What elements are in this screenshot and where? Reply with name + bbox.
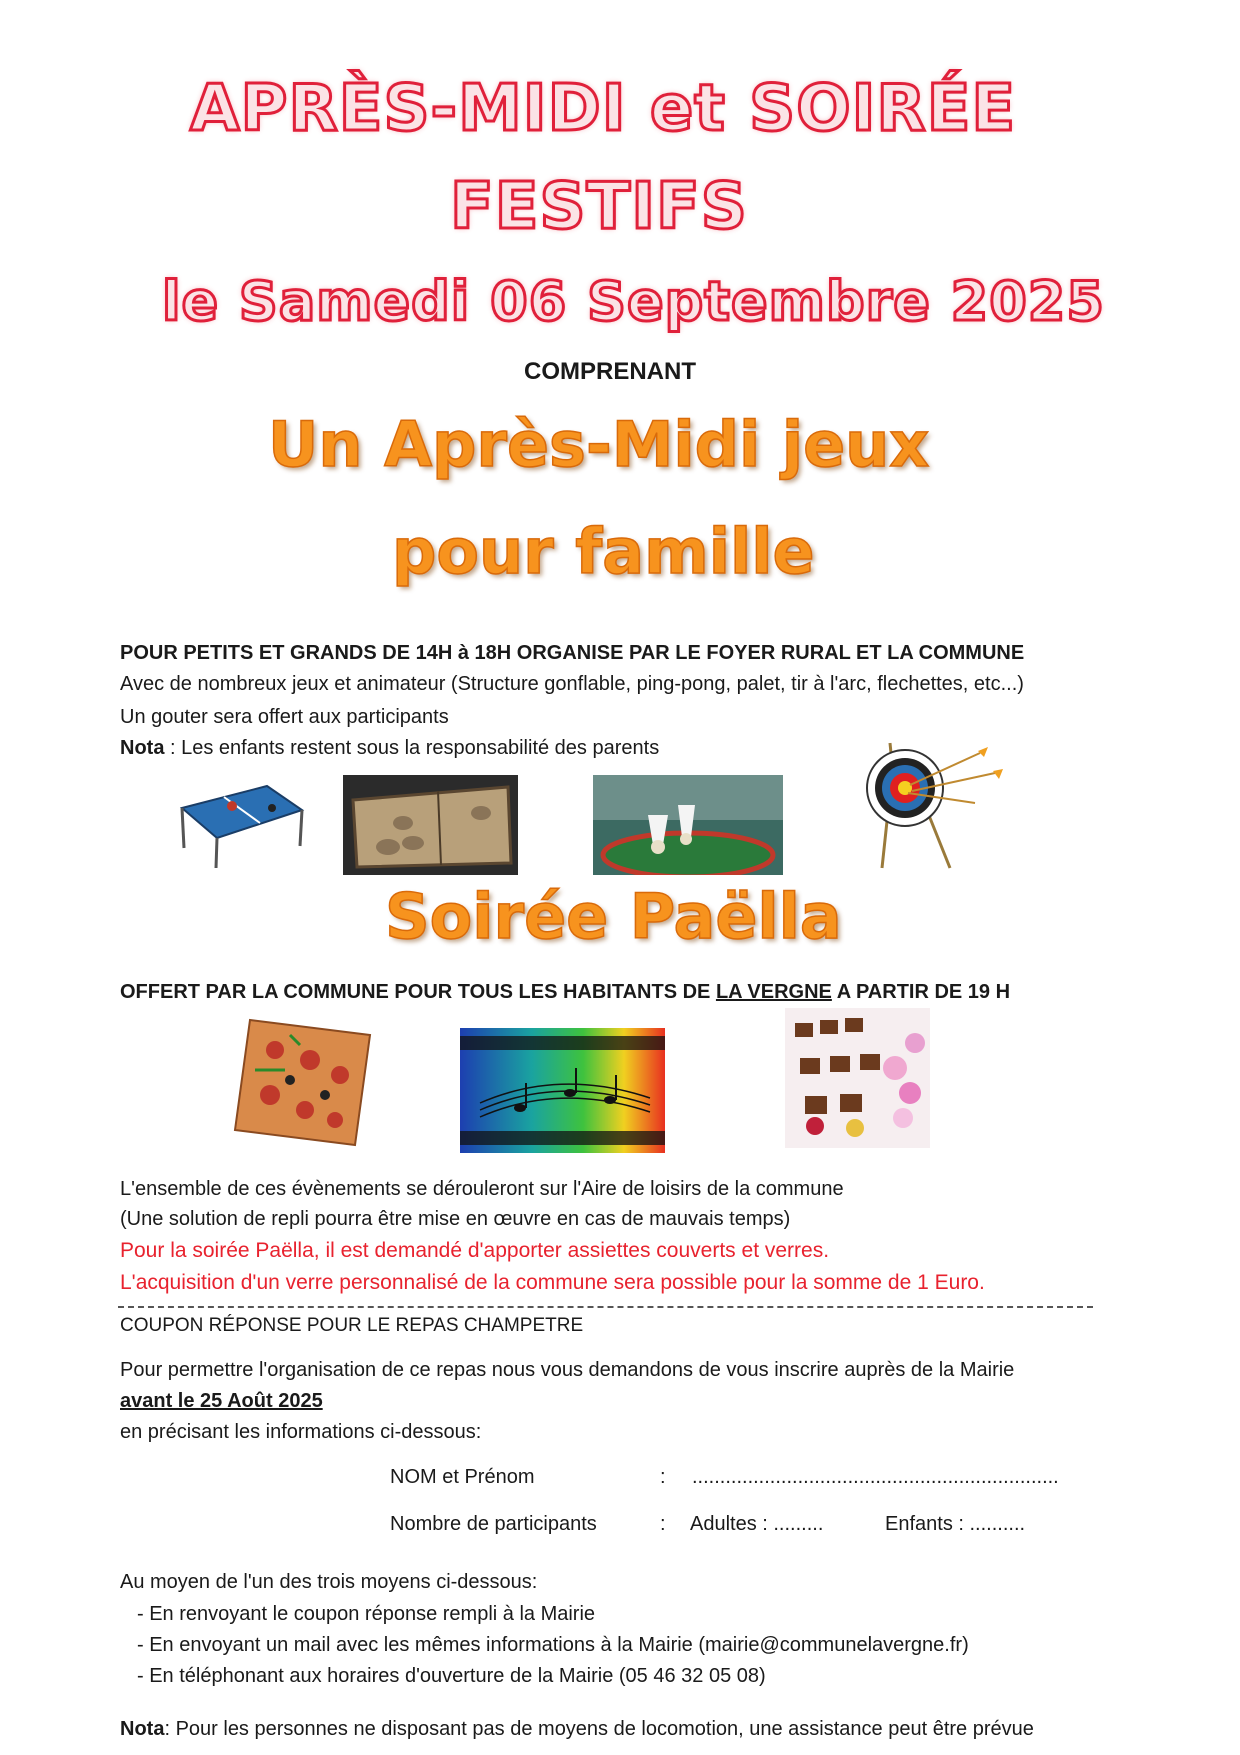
bring-tableware-note: Pour la soirée Paëlla, il est demandé d'apporter assiettes couverts et verres. xyxy=(120,1239,830,1262)
paella-offer xyxy=(120,980,1010,1005)
games-description: Avec de nombreux jeux et animateur (Structure gonflable, ping-pong, palet, tir à l'arc, flechettes, etc...) xyxy=(120,673,1024,695)
paella-heading: Soirée Paëlla xyxy=(385,880,842,953)
pizza-image xyxy=(230,1015,375,1150)
games-heading-line-2: pour famille xyxy=(392,515,815,588)
archery-target-image xyxy=(860,733,1010,873)
means-item-phone: - En téléphonant aux horaires d'ouverture de la Mairie (05 46 32 05 08) xyxy=(137,1665,766,1687)
location-info: L'ensemble de ces évènements se dérouleront sur l'Aire de loisirs de la commune xyxy=(120,1178,844,1200)
games-snack-note: Un gouter sera offert aux participants xyxy=(120,706,449,728)
comprenant-label: COMPRENANT xyxy=(524,358,696,385)
coupon-title: COUPON RÉPONSE POUR LE REPAS CHAMPETRE xyxy=(120,1315,584,1336)
offer-place: LA VERGNE xyxy=(715,981,832,1003)
games-headline: POUR PETITS ET GRANDS DE 14H à 18H ORGANISE PAR LE FOYER RURAL ET LA COMMUNE xyxy=(120,642,1025,664)
coupon-cut-line xyxy=(118,1306,1093,1308)
transport-nota xyxy=(120,1717,1034,1742)
transport-nota-label: Nota xyxy=(120,1718,165,1740)
means-item-mail: - En renvoyant le coupon réponse rempli à la Mairie xyxy=(137,1603,596,1625)
title-line-1: APRÈS-MIDI et SOIRÉE xyxy=(190,72,1017,146)
desserts-image xyxy=(785,1008,930,1148)
coupon-deadline: avant le 25 Août 2025 xyxy=(120,1390,323,1412)
coupon-precise: en précisant les informations ci-dessous: xyxy=(120,1421,482,1443)
participants-label: Nombre de participants xyxy=(390,1513,597,1535)
title-line-2: FESTIFS xyxy=(450,170,748,244)
offer-prefix: OFFERT PAR LA COMMUNE POUR TOUS LES HABITANTS DE xyxy=(120,981,716,1003)
event-date: le Samedi 06 Septembre 2025 xyxy=(162,270,1105,333)
name-field-colon: : xyxy=(660,1466,666,1488)
offer-suffix: A PARTIR DE 19 H xyxy=(831,981,1011,1003)
ping-pong-table-image xyxy=(172,768,307,873)
weather-fallback-info: (Une solution de repli pourra être mise en œuvre en cas de mauvais temps) xyxy=(120,1208,791,1230)
badminton-image xyxy=(593,775,783,875)
means-item-email: - En envoyant un mail avec les mêmes informations à la Mairie (mairie@communelavergne.fr) xyxy=(137,1634,969,1656)
name-field-label: NOM et Prénom xyxy=(390,1466,535,1488)
palet-board-image xyxy=(343,775,518,875)
adults-field[interactable]: Adultes : ......... xyxy=(690,1513,824,1535)
nota-label: Nota xyxy=(120,737,165,759)
participants-colon: : xyxy=(660,1513,666,1535)
children-field[interactable]: Enfants : .......... xyxy=(885,1513,1026,1535)
games-nota xyxy=(120,736,659,761)
coupon-intro: Pour permettre l'organisation de ce repas nous vous demandons de vous inscrire auprès de la Mairie xyxy=(120,1359,1015,1381)
glass-purchase-note: L'acquisition d'un verre personnalisé de la commune sera possible pour la somme de 1 Euro. xyxy=(120,1271,985,1294)
transport-nota-text: : Pour les personnes ne disposant pas de moyens de locomotion, une assistance peut être prévue xyxy=(164,1718,1034,1740)
games-heading-line-1: Un Après-Midi jeux xyxy=(268,408,930,481)
nota-text: : Les enfants restent sous la responsabilité des parents xyxy=(164,737,660,759)
name-field[interactable]: .................................................................. xyxy=(692,1466,1059,1488)
means-intro: Au moyen de l'un des trois moyens ci-dessous: xyxy=(120,1571,538,1593)
music-notes-image xyxy=(460,1028,665,1153)
